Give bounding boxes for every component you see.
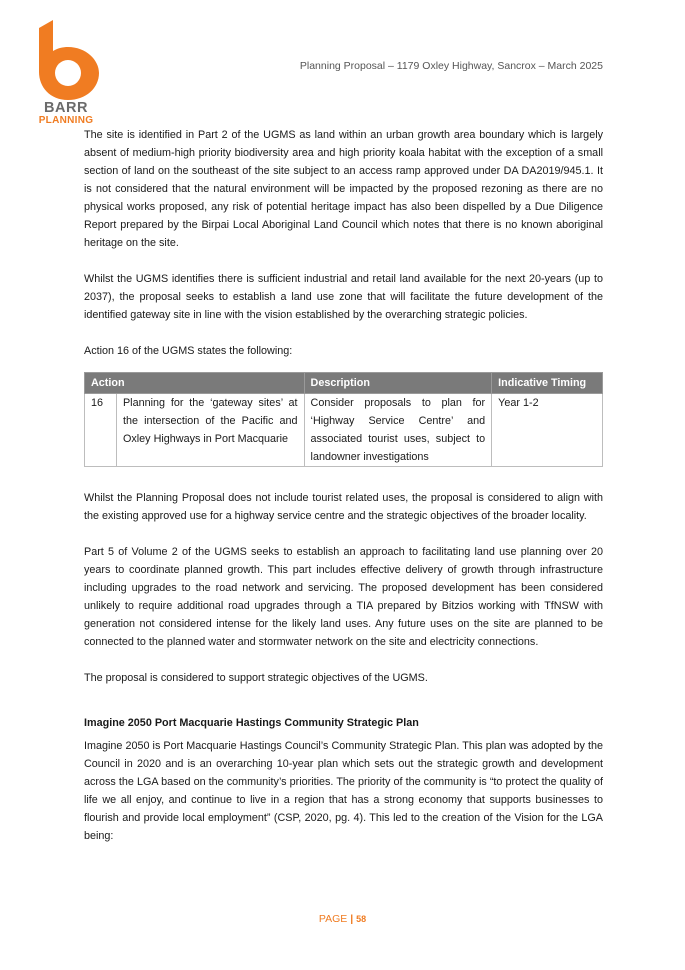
table-header-row [85,373,603,394]
table-header-description: Description [304,373,492,394]
paragraph-imagine-2050: Imagine 2050 is Port Macquarie Hastings Council’s Community Strategic Plan. This plan was adopted by the Council in 2020 and is an overarching 10-year plan which sets out the strategic growth and development across the LGA based on the community’s priorities. The priority of the community is “to protect the quality of life we all enjoy, and continue to live in a region that has a strong economy that supports businesses to flourish and provide local employment” (CSP, 2020, pg. 4). This led to the creation of the Vision for the LGA being: [84,740,603,842]
page-body [84,126,603,863]
paragraph-ugms-part-5: Part 5 of Volume 2 of the UGMS seeks to establish an approach to facilitating land use planning over 20 years to coordinate planned growth. This part includes effective delivery of growth through infrastructure including upgrades to the road network and servicing. The proposed development has been considered unlikely to require additional road upgrades through a TIA prepared by Bitzios working with TfNSW with generation not considered intense for the likely land uses. Any future uses on the site are planned to be connected to the planned water and stormwater network on the site and electricity connections. [84,546,603,648]
description-cell: Consider proposals to plan for ‘Highway Service Centre’ and associated tourist uses, subject to landowner investigations [304,394,492,467]
table-row [85,394,603,467]
barr-logo-icon [33,20,99,100]
footer-page-number: 58 [356,914,367,924]
table-header-action: Action [85,373,305,394]
table-header-timing: Indicative Timing [492,373,603,394]
paragraph-tourist-uses: Whilst the Planning Proposal does not include tourist related uses, the proposal is considered to align with the existing approved use for a highway service centre and the strategic objectives of the broader locality. [84,492,603,522]
paragraph-action-16-intro: Action 16 of the UGMS states the following: [84,345,293,357]
action-number-cell: 16 [85,394,117,467]
paragraph-ugms-land-supply: Whilst the UGMS identifies there is sufficient industrial and retail land available for the next 20-years (up to 2037), the proposal seeks to establish a land use zone that will facilitate the future development of the identified gateway site in line with the vision established by the overarching strategic policies. [84,273,603,321]
paragraph-site-identification: The site is identified in Part 2 of the UGMS as land within an urban growth area boundary which is largely absent of medium-high priority biodiversity area and high priority koala habitat with the exception of a small section of land on the southeast of the site subject to an access ramp approved under DA DA2019/945.1. It is not considered that the natural environment will be impacted by the proposed rezoning as there are no physical works proposed, any risk of potential heritage impact has also been dispelled by a Due Diligence Report prepared by the Birpai Local Aboriginal Land Council which notes that there is no known aboriginal heritage on the site. [84,129,603,249]
logo-wordmark-barr: BARR [44,100,88,116]
running-header: Planning Proposal – 1179 Oxley Highway, Sancrox – March 2025 [299,60,603,72]
action-text-cell: Planning for the ‘gateway sites’ at the intersection of the Pacific and Oxley Highways in Port Macquarie [116,394,304,467]
footer-page-label: PAGE [318,913,348,925]
footer-separator: | [350,913,354,925]
logo-wordmark-planning: PLANNING [38,115,94,126]
section-heading-imagine-2050: Imagine 2050 Port Macquarie Hastings Community Strategic Plan [84,717,419,729]
paragraph-ugms-support: The proposal is considered to support strategic objectives of the UGMS. [84,672,428,684]
barr-planning-logo [33,20,105,128]
ugms-action-table [84,372,603,467]
page-footer [0,913,685,925]
timing-cell: Year 1-2 [492,394,603,467]
